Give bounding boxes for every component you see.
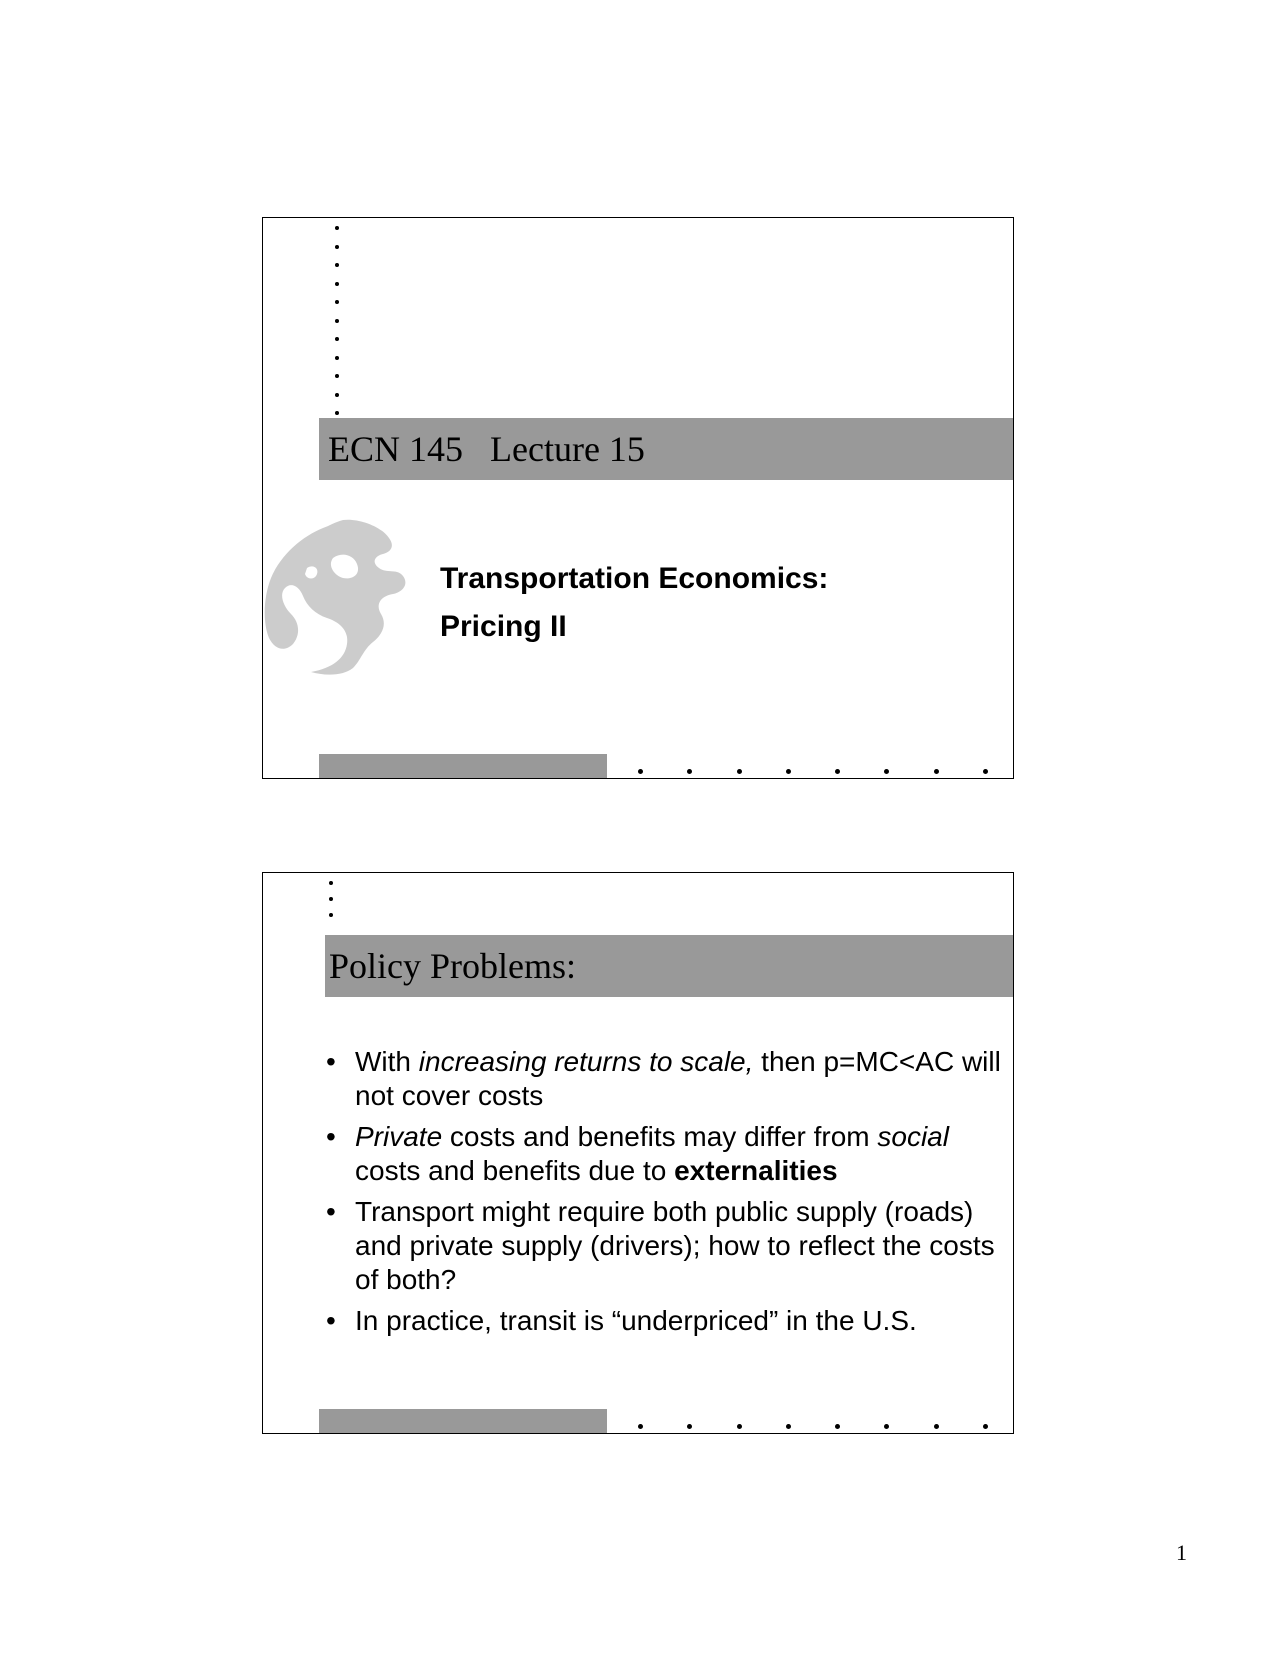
horizontal-dots-decoration — [638, 769, 988, 774]
slide-title: Policy Problems: — [325, 935, 1013, 997]
globe-icon — [263, 518, 423, 678]
bullet-item: • In practice, transit is “underpriced” in the U.S. — [323, 1304, 1003, 1338]
horizontal-dots-decoration — [638, 1424, 988, 1429]
page-number: 1 — [1176, 1540, 1187, 1565]
slide-2 — [262, 872, 1014, 1434]
bullet-item: • Transport might require both public supply (roads) and private supply (drivers); how to reflect the costs of both? — [323, 1195, 1003, 1297]
bullet-item: • With increasing returns to scale, then p=MC<AC will not cover costs — [323, 1045, 1003, 1113]
vertical-dots-decoration — [329, 881, 335, 929]
bullet-item: • Private costs and benefits may differ from social costs and benefits due to externalities — [323, 1120, 1003, 1188]
slide-1 — [262, 217, 1014, 779]
subtitle-line-2: Pricing II — [440, 610, 567, 643]
slide-subtitle — [440, 555, 828, 651]
bullet-list — [323, 1045, 1003, 1345]
footer-bar — [319, 1409, 607, 1434]
subtitle-line-1: Transportation Economics: — [440, 562, 829, 595]
vertical-dots-decoration — [335, 226, 341, 430]
footer-bar — [319, 754, 607, 779]
slide-title: ECN 145 Lecture 15 — [319, 418, 1013, 480]
